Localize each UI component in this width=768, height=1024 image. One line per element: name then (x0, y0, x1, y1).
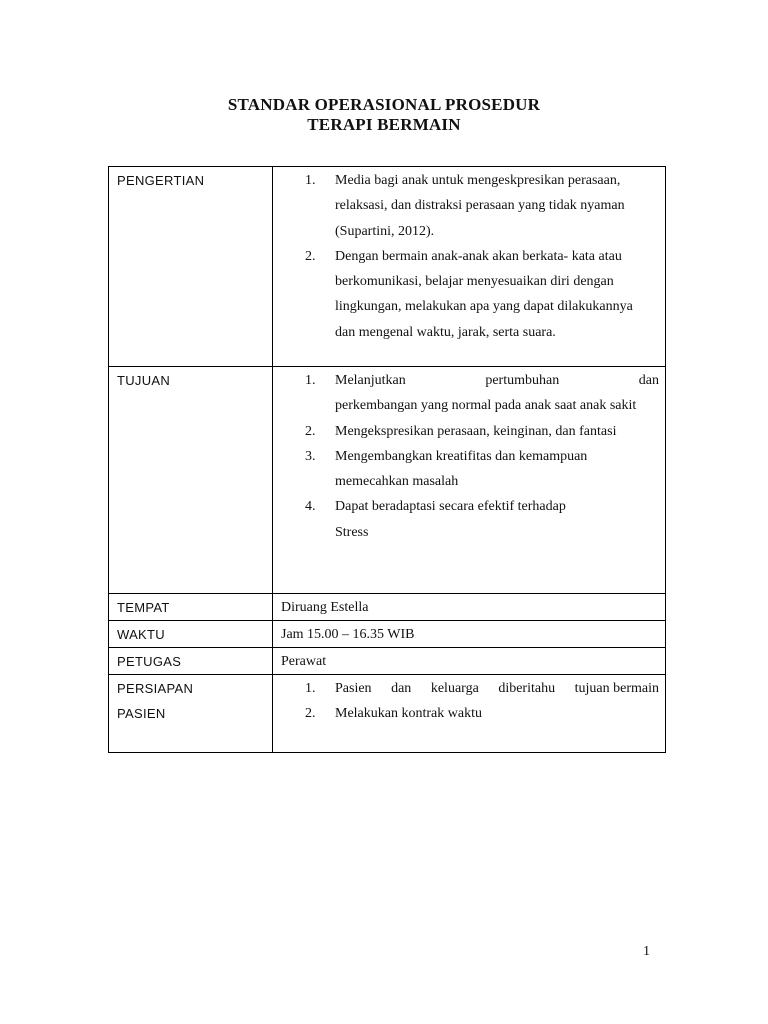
item-line (335, 368, 659, 393)
row-pengertian (109, 167, 666, 367)
item-line: Mengekspresikan perasaan, keinginan, dan fantasi (335, 423, 617, 439)
item-line: Stress (335, 524, 369, 540)
item-number: 2. (305, 423, 316, 439)
document-title (0, 95, 768, 135)
row-petugas (109, 648, 666, 675)
item-line: relaksasi, dan distraksi perasaan yang tidak nyaman (335, 198, 625, 214)
label-tempat: TEMPAT (109, 594, 273, 621)
row-waktu (109, 621, 666, 648)
value-waktu: Jam 15.00 – 16.35 WIB (273, 621, 666, 648)
label-pengertian: PENGERTIAN (109, 167, 273, 367)
row-tempat (109, 594, 666, 621)
label-waktu: WAKTU (109, 621, 273, 648)
value-petugas: Perawat (273, 648, 666, 675)
item-word: pertumbuhan (485, 373, 560, 388)
list-item (305, 444, 659, 495)
item-line: Dapat beradaptasi secara efektif terhadap (335, 499, 566, 515)
label-petugas: PETUGAS (109, 648, 273, 675)
item-word: Melanjutkan (335, 373, 406, 388)
item-line: Melakukan kontrak waktu (335, 706, 482, 722)
item-line: Mengembangkan kreatifitas dan kemampuan (335, 448, 588, 464)
list-item (305, 168, 659, 244)
list-item (305, 676, 659, 701)
item-line: lingkungan, melakukan apa yang dapat dilakukannya (335, 299, 633, 315)
item-number: 1. (305, 173, 316, 188)
list-item (305, 368, 659, 419)
item-line: memecahkan masalah (335, 474, 459, 490)
item-line: Media bagi anak untuk mengeskpresikan perasaan, (335, 173, 621, 188)
item-word: Pasien (335, 681, 372, 696)
item-word: dan (638, 373, 659, 388)
persiapan-list (281, 676, 659, 727)
sop-table (108, 166, 666, 753)
item-number: 1. (305, 373, 316, 388)
item-number: 1. (305, 681, 316, 696)
tujuan-list (281, 368, 659, 545)
item-line: berkomunikasi, belajar menyesuaikan diri dengan (335, 274, 614, 290)
list-item (305, 419, 659, 444)
value-persiapan-pasien (273, 675, 666, 753)
item-line: (Supartini, 2012). (335, 223, 435, 239)
item-line: Dengan bermain anak-anak akan berkata- kata atau (335, 248, 622, 264)
title-line-1: STANDAR OPERASIONAL PROSEDUR (227, 95, 541, 114)
list-item (305, 244, 659, 345)
row-persiapan-pasien (109, 675, 666, 753)
item-number: 2. (305, 248, 316, 264)
item-number: 3. (305, 448, 316, 464)
item-word: dan (391, 681, 412, 696)
label-tujuan: TUJUAN (109, 367, 273, 594)
pengertian-list (281, 168, 659, 345)
label-line: PERSIAPAN (117, 681, 194, 696)
label-persiapan-pasien (109, 675, 273, 753)
item-word: diberitahu (498, 681, 556, 696)
value-tujuan (273, 367, 666, 594)
row-tujuan (109, 367, 666, 594)
item-number: 4. (305, 499, 316, 515)
value-tempat: Diruang Estella (273, 594, 666, 621)
list-item (305, 494, 659, 545)
item-line: dan mengenal waktu, jarak, serta suara. (335, 324, 556, 340)
list-item (305, 701, 659, 726)
page-number: 1 (643, 944, 650, 959)
item-word: tujuan bermain (574, 681, 659, 696)
label-line: PASIEN (117, 706, 166, 721)
item-line: perkembangan yang normal pada anak saat anak sakit (335, 398, 637, 414)
item-number: 2. (305, 706, 316, 722)
value-pengertian (273, 167, 666, 367)
item-line (335, 676, 659, 701)
title-line-2: TERAPI BERMAIN (307, 115, 461, 134)
item-word: keluarga (430, 681, 479, 696)
